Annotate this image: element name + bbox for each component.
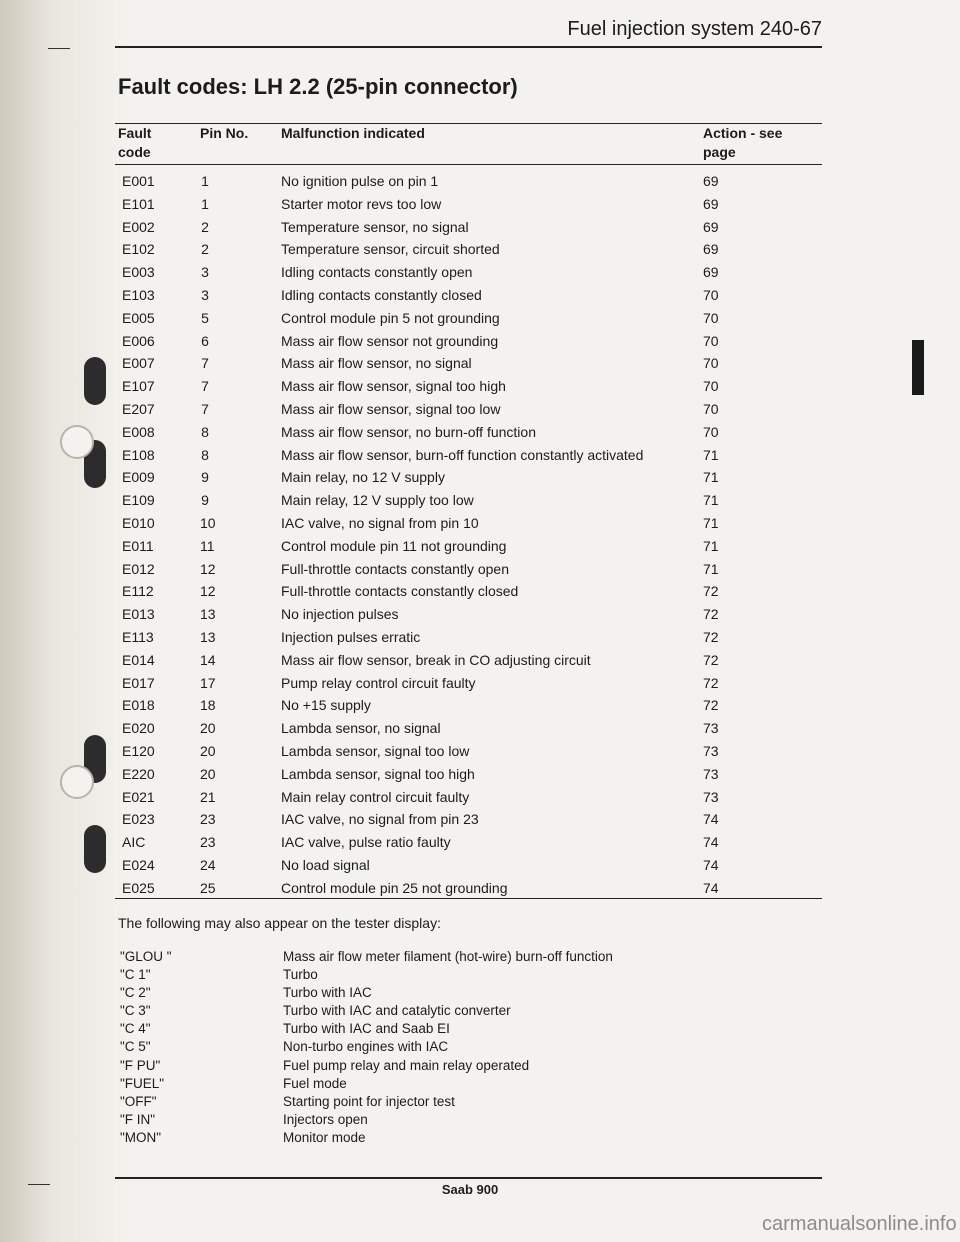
- malfunction-text: IAC valve, no signal from pin 10: [281, 514, 479, 531]
- pin-number: 13: [200, 606, 216, 623]
- table-row: [0, 650, 960, 673]
- action-page: 69: [703, 241, 719, 258]
- watermark: carmanualsonline.info: [762, 1213, 957, 1235]
- malfunction-text: Injection pulses erratic: [281, 628, 421, 645]
- pin-number: 14: [200, 651, 216, 668]
- table-row: [0, 445, 960, 468]
- display-meaning: Non-turbo engines with IAC: [283, 1039, 449, 1055]
- pin-number: 7: [201, 355, 209, 372]
- display-meaning: Fuel pump relay and main relay operated: [283, 1057, 530, 1073]
- crop-mark: [28, 1184, 50, 1185]
- fault-code: E113: [122, 628, 154, 645]
- column-header-fault-code: Fault code: [118, 125, 152, 160]
- table-row: [0, 604, 960, 627]
- list-item: [0, 1076, 960, 1094]
- display-code: "F IN": [120, 1111, 156, 1127]
- pin-number: 7: [201, 378, 209, 395]
- malfunction-text: No ignition pulse on pin 1: [281, 173, 439, 189]
- column-header-pin-no: Pin No.: [200, 125, 249, 141]
- action-page: 69: [703, 218, 719, 235]
- table-row: [0, 559, 960, 582]
- malfunction-text: IAC valve, pulse ratio faulty: [281, 834, 451, 851]
- fault-code: E018: [122, 697, 155, 714]
- table-row: [0, 581, 960, 604]
- fault-code: E020: [122, 720, 155, 737]
- display-meaning: Turbo: [283, 967, 318, 983]
- pin-number: 20: [200, 720, 216, 737]
- fault-code: E109: [122, 492, 155, 509]
- pin-number: 24: [200, 856, 216, 873]
- malfunction-text: Control module pin 25 not grounding: [281, 879, 508, 896]
- display-code: "C 3": [120, 1003, 151, 1019]
- tester-display-intro: The following may also appear on the tester display:: [118, 915, 441, 931]
- fault-code: AIC: [122, 834, 146, 851]
- malfunction-text: No load signal: [281, 856, 370, 873]
- action-page: 71: [703, 492, 719, 509]
- fault-code: E011: [122, 537, 154, 554]
- action-page: 72: [703, 651, 719, 668]
- malfunction-text: Main relay, 12 V supply too low: [281, 492, 474, 509]
- action-page: 72: [703, 628, 719, 645]
- malfunction-text: Starter motor revs too low: [281, 195, 442, 212]
- section-title: Fault codes: LH 2.2 (25-pin connector): [118, 74, 518, 99]
- malfunction-text: No injection pulses: [281, 606, 399, 623]
- display-meaning: Monitor mode: [283, 1129, 366, 1145]
- fault-code: E108: [122, 446, 155, 463]
- list-item: [0, 1130, 960, 1148]
- pin-number: 23: [200, 834, 216, 851]
- fault-code: E023: [122, 811, 155, 828]
- action-page: 69: [703, 173, 719, 189]
- table-row: [0, 764, 960, 787]
- fault-code: E001: [122, 173, 155, 189]
- pin-number: 3: [201, 286, 209, 303]
- malfunction-text: Main relay control circuit faulty: [281, 788, 470, 805]
- table-row: [0, 673, 960, 696]
- action-page: 72: [703, 606, 719, 623]
- malfunction-text: Temperature sensor, circuit shorted: [281, 241, 500, 258]
- display-code: "C 4": [120, 1021, 151, 1037]
- table-row: [0, 513, 960, 536]
- page-footer: Saab 900: [441, 1182, 499, 1197]
- action-page: 71: [703, 469, 719, 486]
- malfunction-text: Pump relay control circuit faulty: [281, 674, 476, 691]
- running-header: Fuel injection system 240-67: [567, 18, 822, 40]
- malfunction-text: Mass air flow sensor not grounding: [281, 332, 499, 349]
- malfunction-text: Full-throttle contacts constantly open: [281, 560, 510, 577]
- table-row: [0, 809, 960, 832]
- display-code: "GLOU ": [120, 949, 172, 964]
- fault-code-table-body: [0, 171, 960, 901]
- display-meaning: Mass air flow meter filament (hot-wire) burn-off function: [283, 949, 613, 964]
- malfunction-text: Mass air flow sensor, no burn-off function: [281, 423, 536, 440]
- action-page: 74: [703, 879, 719, 896]
- display-meaning: Turbo with IAC: [283, 985, 372, 1001]
- pin-number: 1: [201, 173, 209, 189]
- pin-number: 20: [200, 765, 216, 782]
- fault-code: E003: [122, 264, 155, 281]
- table-row: [0, 855, 960, 878]
- action-page: 70: [703, 378, 719, 395]
- fault-code: E017: [122, 674, 155, 691]
- fault-code: E024: [122, 856, 155, 873]
- fault-code: E013: [122, 606, 155, 623]
- action-page: 70: [703, 423, 719, 440]
- table-row: [0, 490, 960, 513]
- table-header-rule: [115, 164, 822, 165]
- display-meaning: Fuel mode: [283, 1075, 347, 1091]
- header-rule: [115, 46, 822, 48]
- display-code: "C 5": [120, 1039, 151, 1055]
- list-item: [0, 1003, 960, 1021]
- action-page: 70: [703, 400, 719, 417]
- malfunction-text: Control module pin 11 not grounding: [281, 537, 507, 554]
- pin-number: 6: [201, 332, 209, 349]
- fault-code: E120: [122, 742, 155, 759]
- action-page: 72: [703, 697, 719, 714]
- list-item: [0, 1094, 960, 1112]
- display-code: "FUEL": [120, 1075, 165, 1091]
- table-row: [0, 171, 960, 194]
- table-row: [0, 422, 960, 445]
- list-item: [0, 1058, 960, 1076]
- fault-code: E107: [122, 378, 155, 395]
- pin-number: 12: [200, 560, 216, 577]
- action-page: 69: [703, 195, 719, 212]
- malfunction-text: Mass air flow sensor, no signal: [281, 355, 472, 372]
- column-header-action-page: Action - see page: [703, 125, 783, 160]
- table-row: [0, 718, 960, 741]
- malfunction-text: Lambda sensor, no signal: [281, 720, 441, 737]
- pin-number: 8: [201, 446, 209, 463]
- malfunction-text: Temperature sensor, no signal: [281, 218, 469, 235]
- display-meaning: Injectors open: [283, 1111, 368, 1127]
- fault-code: E220: [122, 765, 155, 782]
- list-item: [0, 985, 960, 1003]
- list-item: [0, 1039, 960, 1057]
- crop-mark: [48, 48, 70, 49]
- table-row: [0, 627, 960, 650]
- action-page: 70: [703, 355, 719, 372]
- table-row: [0, 285, 960, 308]
- malfunction-text: IAC valve, no signal from pin 23: [281, 811, 479, 828]
- malfunction-text: Lambda sensor, signal too low: [281, 742, 470, 759]
- malfunction-text: Lambda sensor, signal too high: [281, 765, 475, 782]
- pin-number: 12: [200, 583, 216, 600]
- action-page: 70: [703, 286, 719, 303]
- table-row: [0, 376, 960, 399]
- pin-number: 23: [200, 811, 216, 828]
- fault-code: E007: [122, 355, 155, 372]
- display-code: "C 2": [120, 985, 151, 1001]
- display-meaning: Turbo with IAC and catalytic converter: [283, 1003, 511, 1019]
- table-row: [0, 194, 960, 217]
- action-page: 74: [703, 834, 719, 851]
- malfunction-text: Mass air flow sensor, signal too high: [281, 378, 506, 395]
- fault-code: E207: [122, 400, 155, 417]
- display-code: "OFF": [120, 1093, 157, 1109]
- table-row: [0, 741, 960, 764]
- pin-number: 18: [200, 697, 216, 714]
- list-item: [0, 967, 960, 985]
- table-bottom-rule: [115, 898, 822, 899]
- table-row: [0, 536, 960, 559]
- table-row: [0, 787, 960, 810]
- pin-number: 17: [200, 674, 216, 691]
- pin-number: 9: [201, 492, 209, 509]
- fault-code: E102: [122, 241, 155, 258]
- display-meaning: Turbo with IAC and Saab EI: [283, 1021, 450, 1037]
- pin-number: 5: [201, 309, 209, 326]
- action-page: 72: [703, 583, 719, 600]
- column-header-malfunction: Malfunction indicated: [281, 125, 425, 141]
- list-item: [0, 1021, 960, 1039]
- pin-number: 2: [201, 241, 209, 258]
- table-row: [0, 262, 960, 285]
- action-page: 73: [703, 742, 719, 759]
- pin-number: 11: [200, 537, 215, 554]
- table-row: [0, 331, 960, 354]
- pin-number: 7: [201, 400, 209, 417]
- fault-code: E008: [122, 423, 155, 440]
- malfunction-text: Idling contacts constantly open: [281, 264, 473, 281]
- list-item: [0, 1112, 960, 1130]
- fault-code: E021: [122, 788, 155, 805]
- pin-number: 13: [200, 628, 216, 645]
- pin-number: 2: [201, 218, 209, 235]
- fault-code: E103: [122, 286, 155, 303]
- fault-code: E101: [122, 195, 155, 212]
- action-page: 69: [703, 264, 719, 281]
- footer-rule: [115, 1177, 822, 1179]
- pin-number: 21: [200, 788, 216, 805]
- fault-code: E012: [122, 560, 155, 577]
- action-page: 71: [703, 537, 719, 554]
- table-row: [0, 308, 960, 331]
- display-code: "MON": [120, 1129, 162, 1145]
- action-page: 72: [703, 674, 719, 691]
- list-item: [0, 949, 960, 967]
- pin-number: 9: [201, 469, 209, 486]
- malfunction-text: Mass air flow sensor, signal too low: [281, 400, 501, 417]
- fault-code: E112: [122, 583, 154, 600]
- action-page: 71: [703, 446, 719, 463]
- malfunction-text: Idling contacts constantly closed: [281, 286, 482, 303]
- action-page: 71: [703, 560, 719, 577]
- table-row: [0, 695, 960, 718]
- table-row: [0, 467, 960, 490]
- action-page: 74: [703, 856, 719, 873]
- display-code: "F PU": [120, 1057, 161, 1073]
- pin-number: 25: [200, 879, 216, 896]
- fault-code: E006: [122, 332, 155, 349]
- table-row: [0, 239, 960, 262]
- pin-number: 3: [201, 264, 209, 281]
- fault-code: E005: [122, 309, 155, 326]
- tester-display-list: [0, 949, 960, 1148]
- pin-number: 10: [200, 514, 216, 531]
- action-page: 73: [703, 720, 719, 737]
- table-row: [0, 399, 960, 422]
- table-row: [0, 217, 960, 240]
- table-row: [0, 832, 960, 855]
- action-page: 71: [703, 514, 719, 531]
- malfunction-text: No +15 supply: [281, 697, 371, 714]
- fault-code: E025: [122, 879, 155, 896]
- malfunction-text: Main relay, no 12 V supply: [281, 469, 445, 486]
- pin-number: 20: [200, 742, 216, 759]
- action-page: 73: [703, 788, 719, 805]
- malfunction-text: Mass air flow sensor, burn-off function constantly activated: [281, 446, 644, 463]
- malfunction-text: Full-throttle contacts constantly closed: [281, 583, 519, 600]
- malfunction-text: Mass air flow sensor, break in CO adjusting circuit: [281, 651, 591, 668]
- fault-code: E009: [122, 469, 155, 486]
- action-page: 70: [703, 309, 719, 326]
- malfunction-text: Control module pin 5 not grounding: [281, 309, 500, 326]
- pin-number: 1: [201, 195, 209, 212]
- pin-number: 8: [201, 423, 209, 440]
- action-page: 73: [703, 765, 719, 782]
- action-page: 70: [703, 332, 719, 349]
- display-code: "C 1": [120, 967, 151, 983]
- action-page: 74: [703, 811, 719, 828]
- display-meaning: Starting point for injector test: [283, 1093, 455, 1109]
- table-row: [0, 353, 960, 376]
- fault-code: E010: [122, 514, 155, 531]
- fault-code: E002: [122, 218, 155, 235]
- fault-code: E014: [122, 651, 155, 668]
